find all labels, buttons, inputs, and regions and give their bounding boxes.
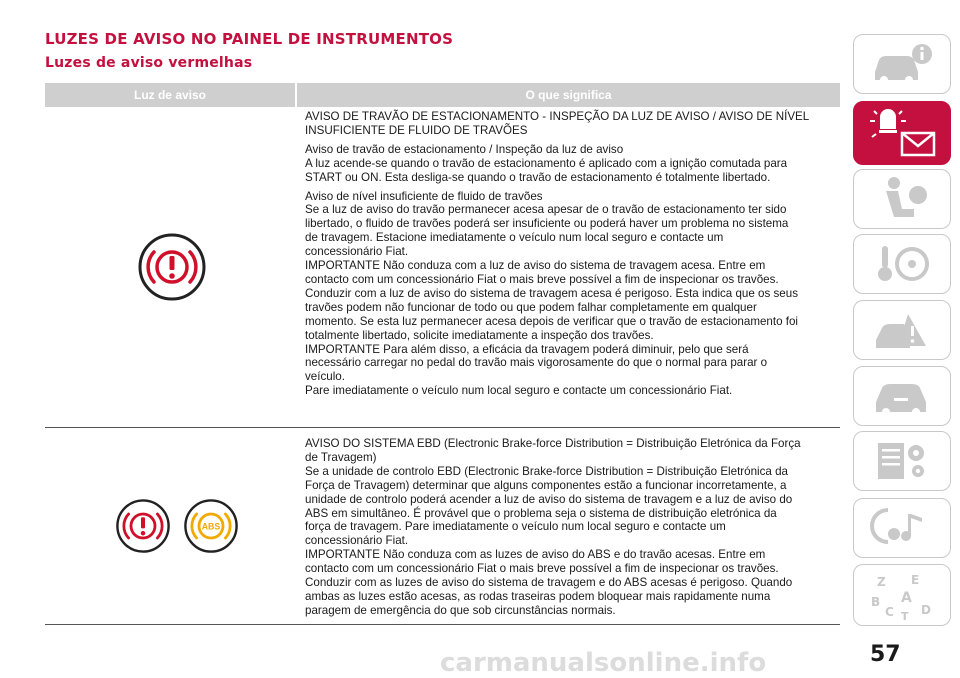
text-line: IMPORTANTE Para além disso, a eficácia da travagem poderá diminuir, pelo que será bbox=[305, 342, 749, 356]
text-line: contacto com um concessionário Fiat o mais breve possível a fim de inspecionar os travões. bbox=[305, 562, 779, 576]
paragraph bbox=[305, 190, 836, 399]
svg-text:Z: Z bbox=[877, 575, 886, 589]
table-row bbox=[45, 107, 840, 428]
column-header-light: Luz de aviso bbox=[133, 88, 207, 102]
text-line: Conduzir com a luz de aviso do sistema de travagem acesa é perigoso. Esta indica que os seus bbox=[305, 286, 799, 300]
text-line: veículo. bbox=[305, 370, 345, 384]
chapter-tab-technical-data[interactable] bbox=[853, 431, 951, 491]
watermark: carmanualsonline.info bbox=[440, 648, 767, 678]
svg-text:D: D bbox=[921, 603, 931, 617]
text-line: INSUFICIENTE DE FLUIDO DE TRAVÕES bbox=[305, 123, 528, 137]
warning-light-envelope-icon bbox=[862, 107, 942, 159]
text-line: de Travagem) bbox=[305, 450, 377, 464]
steering-wheel-key-icon bbox=[872, 240, 932, 288]
meaning-cell bbox=[298, 107, 840, 427]
text-line: START ou ON. Esta desliga-se quando o travão de estacionamento é totalmente libertado. bbox=[305, 170, 771, 184]
text-line: concessionário Fiat. bbox=[305, 245, 409, 259]
chapter-tab-maintenance[interactable] bbox=[853, 366, 951, 426]
seat-airbag-icon bbox=[872, 175, 932, 223]
text-line: ambas as luzes estão acesas, as rodas traseiras podem bloquear mais rapidamente numa bbox=[305, 589, 771, 603]
chapter-tab-index[interactable] bbox=[853, 564, 951, 626]
text-line: concessionário Fiat. bbox=[305, 534, 409, 548]
paragraph bbox=[305, 437, 836, 618]
text-line: Se a unidade de controlo EBD (Electronic Brake-force Distribution = Distribuição Eletrónica da bbox=[305, 464, 788, 478]
text-line: IMPORTANTE Não conduza com as luzes de aviso do ABS e do travão acesas. Entre em bbox=[305, 548, 766, 562]
column-header-meaning: O que significa bbox=[525, 88, 612, 102]
text-line: Pare imediatamente o veículo num local seguro e contacte um concessionário Fiat. bbox=[305, 384, 733, 398]
svg-text:T: T bbox=[901, 610, 909, 622]
car-accident-icon bbox=[870, 306, 934, 354]
page-number: 57 bbox=[870, 642, 901, 667]
chapter-tab-car-info[interactable] bbox=[853, 34, 951, 94]
car-service-icon bbox=[870, 372, 934, 420]
warning-lights-table bbox=[45, 83, 840, 625]
text-line: Se a luz de aviso do travão permanecer acesa apesar de o travão de estacionamento ter sido bbox=[305, 203, 787, 217]
abs-label: ABS bbox=[201, 521, 221, 532]
text-line: necessário carregar no pedal do travão mais vigorosamente do que o normal para parar o bbox=[305, 356, 768, 370]
text-line: unidade de controlo poderá acender a luz de aviso do sistema de travagem e a luz de aviso do bbox=[305, 492, 793, 506]
meaning-cell bbox=[298, 428, 840, 624]
chapter-tab-starting[interactable] bbox=[853, 234, 951, 294]
chapter-tab-warning-lights[interactable] bbox=[853, 101, 951, 165]
text-line: libertado, o fluido de travões poderá ser insuficiente ou poderá haver um problema no sistema bbox=[305, 217, 789, 231]
table-row bbox=[45, 428, 840, 625]
chapter-tab-emergency[interactable] bbox=[853, 300, 951, 360]
text-line: Aviso de nível insuficiente de fluido de travões bbox=[305, 189, 543, 203]
brake-warning-icon bbox=[115, 498, 171, 554]
table-header bbox=[45, 83, 840, 107]
text-line: paragem de emergência do que sob circunstâncias normais. bbox=[305, 603, 616, 617]
text-line: Conduzir com as luzes de aviso do sistema de travagem e do ABS acesas é perigoso. Quando bbox=[305, 576, 793, 590]
text-line: ABS em simultâneo. É provável que o problema seja o sistema de distribuição eletrónica da bbox=[305, 506, 777, 520]
text-line: AVISO DO SISTEMA EBD (Electronic Brake-force Distribution = Distribuição Eletrónica da Força bbox=[305, 437, 801, 450]
specs-gears-icon bbox=[870, 437, 934, 485]
svg-text:C: C bbox=[885, 605, 894, 619]
text-line: momento. Se esta luz permanecer acesa depois de verificar que o travão de estacionamento foi bbox=[305, 314, 799, 328]
text-line: IMPORTANTE Não conduza com a luz de aviso do sistema de travagem acesa. Entre em bbox=[305, 259, 766, 273]
text-line: travões podem não funcionar de todo ou que podem falhar completamente em qualquer bbox=[305, 300, 757, 314]
icon-cell bbox=[45, 107, 298, 427]
paragraph bbox=[305, 143, 836, 185]
section-title: LUZES DE AVISO NO PAINEL DE INSTRUMENTOS bbox=[45, 30, 454, 48]
chapter-tab-safety[interactable] bbox=[853, 169, 951, 229]
paragraph bbox=[305, 110, 836, 138]
text-line: AVISO DE TRAVÃO DE ESTACIONAMENTO - INSPEÇÃO DA LUZ DE AVISO / AVISO DE NÍVEL bbox=[305, 110, 810, 123]
text-line: Aviso de travão de estacionamento / Inspeção da luz de aviso bbox=[305, 142, 624, 156]
text-line: A luz acende-se quando o travão de estacionamento é aplicado com a ignição comutada para bbox=[305, 156, 788, 170]
abs-warning-icon bbox=[183, 498, 239, 554]
brake-warning-icon bbox=[137, 232, 207, 302]
text-line: contacto com um concessionário Fiat o mais breve possível a fim de inspecionar os travões. bbox=[305, 272, 779, 286]
svg-text:B: B bbox=[871, 595, 881, 609]
svg-text:A: A bbox=[901, 590, 912, 606]
text-line: de travagem. Estacione imediatamente o veículo num local seguro e contacte um bbox=[305, 231, 724, 245]
text-line: totalmente libertado, solicite imediatamente a inspeção dos travões. bbox=[305, 328, 654, 342]
svg-text:E: E bbox=[911, 573, 920, 587]
text-line: força de travagem. Pare imediatamente o veículo num local seguro e contacte um bbox=[305, 520, 726, 534]
car-info-icon bbox=[867, 42, 937, 86]
icon-cell bbox=[45, 428, 298, 624]
text-line: Força de Travagem) determinar que alguns componentes estão a funcionar incorretamente, a bbox=[305, 478, 787, 492]
chapter-tab-multimedia[interactable] bbox=[853, 498, 951, 558]
subsection-title: Luzes de aviso vermelhas bbox=[45, 55, 253, 71]
multimedia-icon bbox=[870, 504, 934, 552]
alphabet-index-icon bbox=[867, 568, 937, 622]
